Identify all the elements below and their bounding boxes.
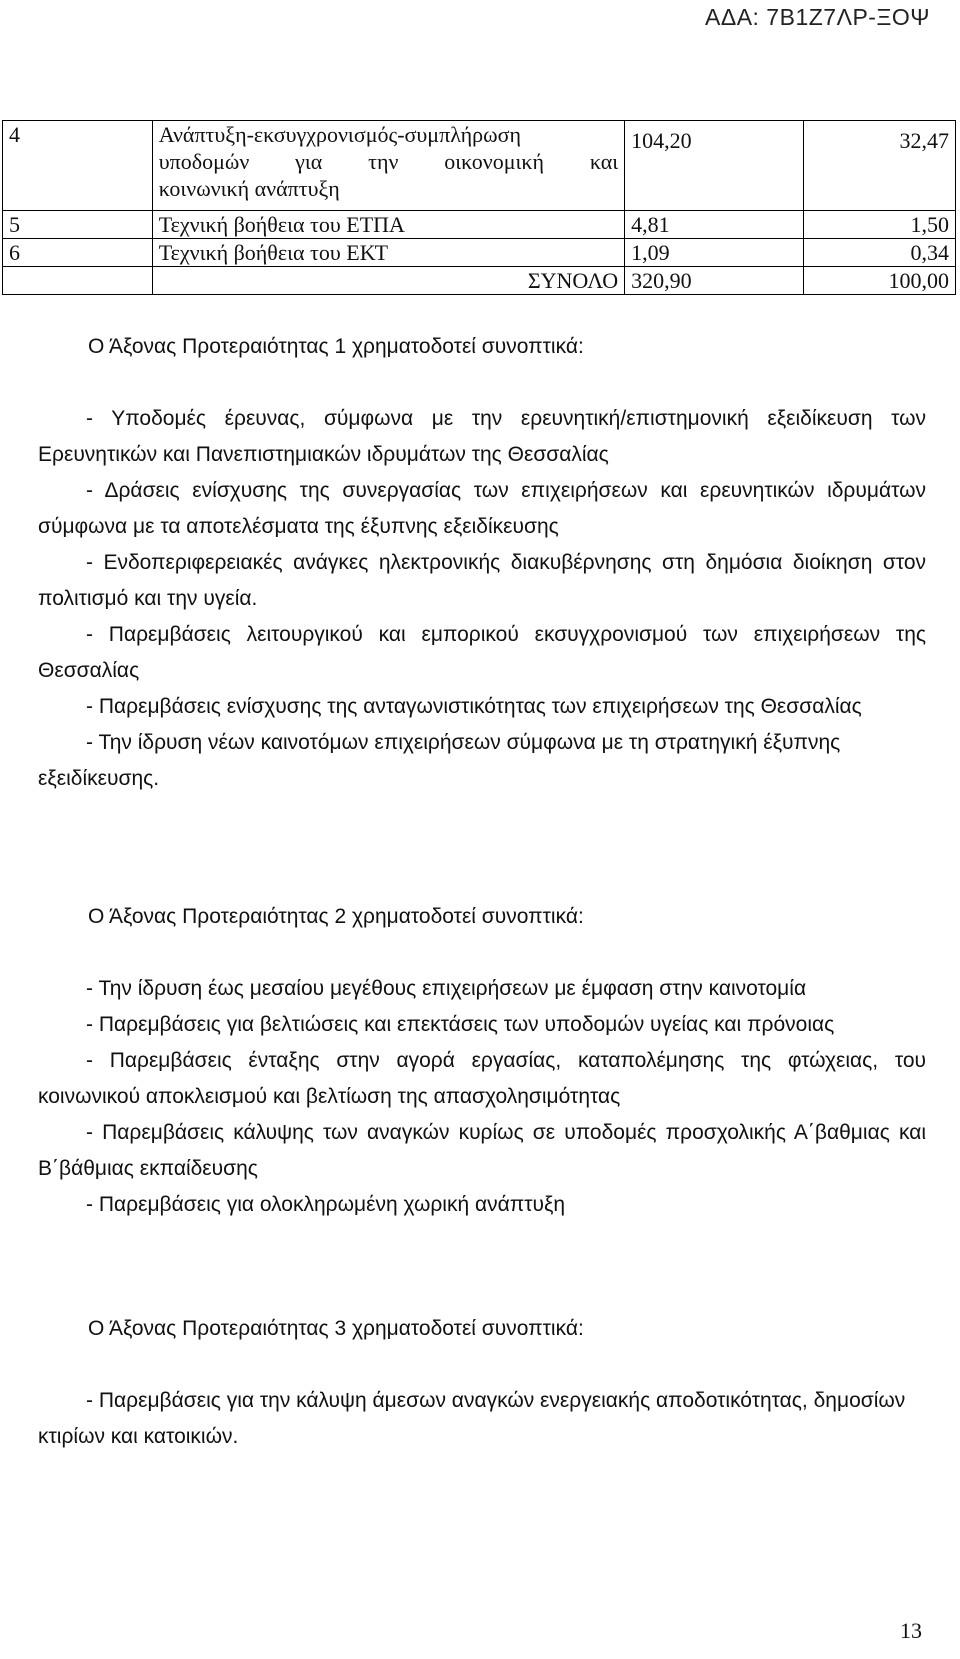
page-number: 13: [900, 1618, 922, 1643]
empty-cell: [3, 267, 153, 295]
axis1-heading: Ο Άξονας Προτεραιότητας 1 χρηματοδοτεί συνοπτικά:: [88, 335, 584, 358]
table-row: [3, 239, 956, 267]
table-total-row: [3, 267, 956, 295]
axis1-item: - Την ίδρυση νέων καινοτόμων επιχειρήσεων σύμφωνα με τη στρατηγική έξυπνης εξειδίκευσης.: [38, 731, 841, 790]
budget-table: [2, 120, 956, 295]
row-description: [152, 121, 624, 211]
total-amount: 320,90: [625, 267, 804, 295]
row-percent: 1,50: [804, 211, 956, 239]
row-number: 5: [3, 211, 153, 239]
total-label: ΣΥΝΟΛΟ: [152, 267, 624, 295]
row-description-line: υποδομών για την οικονομική και: [158, 149, 619, 174]
row-percent: 0,34: [804, 239, 956, 267]
row-description-line: κοινωνική ανάπτυξη: [158, 176, 340, 201]
axis1-item: - Ενδοπεριφερειακές ανάγκες ηλεκτρονικής διακυβέρνησης στη δημόσια διοίκηση στον πολιτισμό και την υγεία.: [38, 551, 926, 610]
axis2-heading: Ο Άξονας Προτεραιότητας 2 χρηματοδοτεί συνοπτικά:: [88, 905, 584, 928]
axis2-item: - Παρεμβάσεις ένταξης στην αγορά εργασίας, καταπολέμησης της φτώχειας, του κοινωνικού αποκλεισμού και βελτίωση της απασχολησιμότητας: [38, 1049, 926, 1108]
row-amount: 4,81: [625, 211, 804, 239]
row-description: Τεχνική βοήθεια του ΕΚΤ: [152, 239, 624, 267]
axis2-item: - Την ίδρυση έως μεσαίου μεγέθους επιχειρήσεων με έμφαση στην καινοτομία: [86, 977, 807, 1000]
table-row: [3, 211, 956, 239]
row-percent: 32,47: [804, 121, 956, 211]
axis2-item: - Παρεμβάσεις κάλυψης των αναγκών κυρίως σε υποδομές προσχολικής Α΄βαθμιας και Β΄βάθμιας εκπαίδευσης: [38, 1121, 926, 1180]
row-number: 6: [3, 239, 153, 267]
row-amount: 104,20: [625, 121, 804, 211]
row-number: 4: [3, 121, 153, 211]
axis2-item: - Παρεμβάσεις για ολοκληρωμένη χωρική ανάπτυξη: [86, 1193, 566, 1216]
axis3-section: [38, 1311, 926, 1455]
axis1-item: - Δράσεις ενίσχυσης της συνεργασίας των επιχειρήσεων και ερευνητικών ιδρυμάτων σύμφωνα με τα αποτελέσματα της έξυπνης εξειδίκευσης: [38, 479, 926, 538]
ada-code: ΑΔΑ: 7Β1Ζ7ΛΡ-ΞΟΨ: [704, 4, 930, 30]
table-row: [3, 121, 956, 211]
axis3-item: - Παρεμβάσεις για την κάλυψη άμεσων αναγκών ενεργειακής αποδοτικότητας, δημοσίων κτιρίων και κατοικιών.: [38, 1389, 906, 1448]
axis1-item: - Υποδομές έρευνας, σύμφωνα με την ερευνητική/επιστημονική εξειδίκευση των Ερευνητικών και Πανεπιστημιακών ιδρυμάτων της Θεσσαλίας: [38, 407, 926, 466]
row-description: Τεχνική βοήθεια του ΕΤΠΑ: [152, 211, 624, 239]
axis1-item: - Παρεμβάσεις ενίσχυσης της ανταγωνιστικότητας των επιχειρήσεων της Θεσσαλίας: [86, 695, 862, 718]
axis3-heading: Ο Άξονας Προτεραιότητας 3 χρηματοδοτεί συνοπτικά:: [88, 1317, 584, 1340]
row-amount: 1,09: [625, 239, 804, 267]
total-percent: 100,00: [804, 267, 956, 295]
row-description-line: Ανάπτυξη-εκσυγχρονισμός-συμπλήρωση: [158, 122, 521, 147]
axis2-section: [38, 899, 926, 1223]
axis1-section: [38, 329, 926, 797]
axis1-item: - Παρεμβάσεις λειτουργικού και εμπορικού εκσυγχρονισμού των επιχειρήσεων της Θεσσαλίας: [38, 623, 926, 682]
axis2-item: - Παρεμβάσεις για βελτιώσεις και επεκτάσεις των υποδομών υγείας και πρόνοιας: [86, 1013, 835, 1036]
